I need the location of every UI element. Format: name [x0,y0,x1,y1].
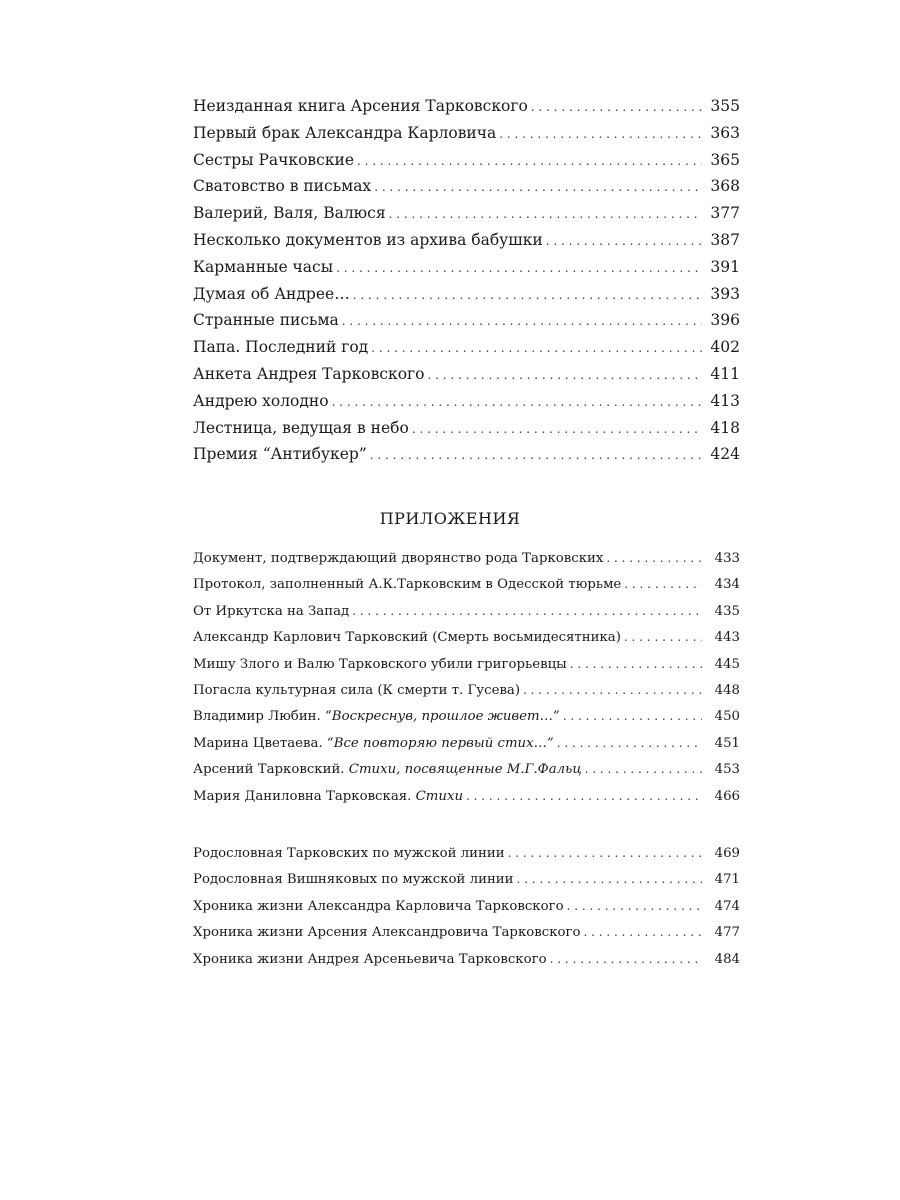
toc-entry-title-italic: Стихи, посвященные М.Г.Фальц [348,762,582,778]
toc-entry-title: Сестры Рачковские [193,150,355,169]
toc-entry-page: 396 [710,311,740,330]
toc-entry-title-italic: “Воскреснув, прошлое живет…” [325,709,560,725]
toc-entry[interactable] [193,204,740,231]
toc-entry-title: Сватовство в письмах [193,177,372,196]
toc-entry-title [193,577,621,592]
toc-entry-title [193,657,567,672]
toc-entry[interactable] [193,445,740,472]
dot-leader [412,419,702,437]
toc-entry-title-plain: Владимир Любин. [193,709,325,725]
toc-entry[interactable] [193,789,740,815]
table-of-contents-main [193,97,740,472]
dot-leader [550,952,702,967]
dot-leader [353,285,702,303]
toc-entry[interactable] [193,899,740,925]
toc-entry-page: 387 [710,230,740,249]
toc-entry-page: 368 [710,177,740,196]
toc-entry[interactable] [193,604,740,630]
toc-entry-title: Странные письма [193,311,339,330]
toc-entry-page: 453 [714,762,740,778]
toc-entry-title-plain: Мишу Злого и Валю Тарковского убили григорьевцы [193,656,567,672]
dot-leader [624,577,702,592]
toc-entry-page: 451 [714,735,740,751]
toc-entry-title: Несколько документов из архива бабушки [193,230,543,249]
toc-entry-page: 391 [710,257,740,276]
dot-leader [517,872,702,887]
toc-entry-title: Премия “Антибукер” [193,445,367,464]
toc-entry-page: 355 [710,97,740,115]
toc-entry-title-plain: Документ, подтверждающий дворянство рода Тарковских [193,551,604,566]
toc-entry[interactable] [193,630,740,656]
appendix-heading: ПРИЛОЖЕНИЯ [379,509,521,528]
toc-entry-title: Андрею холодно [193,391,329,410]
toc-entry-page: 377 [710,204,740,223]
toc-entry-title: Валерий, Валя, Валюся [193,204,386,223]
toc-entry-page: 466 [714,788,740,804]
dot-leader [357,151,702,169]
toc-entry[interactable] [193,736,740,762]
dot-leader [508,846,702,861]
toc-entry[interactable] [193,872,740,898]
dot-leader [531,97,702,115]
toc-entry-page: 450 [714,709,740,725]
toc-entry-page: 363 [710,123,740,142]
dot-leader [352,604,702,619]
toc-entry-title: Родословная Тарковских по мужской линии [193,846,505,861]
dot-leader [371,338,702,356]
toc-entry-title [193,630,621,645]
toc-entry-title: Родословная Вишняковых по мужской линии [193,872,514,888]
toc-entry-page: 484 [714,951,740,967]
toc-entry-title: Карманные часы [193,257,334,276]
toc-entry-title-plain: Погасла культурная сила (К смерти т. Гусева) [193,682,521,698]
dot-leader [563,709,702,724]
toc-entry[interactable] [193,683,740,709]
dot-leader [466,789,702,804]
toc-entry-title-plain: Александр Карлович Тарковский (Смерть восьмидесятника) [193,630,621,646]
toc-entry[interactable] [193,231,740,258]
toc-entry-page: 477 [714,925,740,941]
toc-entry-title: Лестница, ведущая в небо [193,418,409,437]
toc-entry-page: 418 [710,418,740,437]
toc-entry-title: Хроника жизни Арсения Александровича Тарковского [193,925,581,941]
toc-entry-title [193,736,554,751]
table-of-contents-appendix [193,551,740,815]
toc-entry-title-plain: Мария Даниловна Тарковская. [193,788,416,804]
toc-entry-page: 469 [714,846,740,861]
toc-entry-title [193,709,560,724]
toc-entry[interactable] [193,392,740,419]
toc-entry[interactable] [193,551,740,577]
toc-entry-page: 443 [714,630,740,646]
toc-entry-page: 448 [714,682,740,698]
toc-entry-title-plain: От Иркутска на Запад [193,603,350,619]
toc-entry-title: Хроника жизни Александра Карловича Тарковского [193,898,564,914]
dot-leader [570,657,702,672]
dot-leader [523,683,702,698]
toc-entry[interactable] [193,365,740,392]
dot-leader [584,925,703,940]
toc-entry-title [193,683,520,698]
toc-entry-title: Хроника жизни Андрея Арсеньевича Тарковского [193,951,547,967]
toc-entry[interactable] [193,657,740,683]
dot-leader [546,231,702,249]
toc-entry[interactable] [193,177,740,204]
table-of-contents-chronicles [193,846,740,978]
toc-entry-title: Неизданная книга Арсения Тарковского [193,97,528,115]
toc-entry-title [193,789,463,804]
dot-leader [428,365,703,383]
toc-entry-title: Папа. Последний год [193,338,369,357]
toc-entry[interactable] [193,925,740,951]
toc-entry[interactable] [193,709,740,735]
toc-entry[interactable] [193,577,740,603]
toc-entry-page: 474 [714,898,740,914]
toc-entry-page: 411 [710,364,740,383]
toc-entry[interactable] [193,952,740,978]
toc-entry[interactable] [193,846,740,872]
dot-leader [624,630,702,645]
toc-entry[interactable] [193,311,740,338]
dot-leader [389,204,702,222]
toc-entry-title-italic: “Все повторяю первый стих…” [326,735,554,751]
toc-entry-title-plain: Марина Цветаева. [193,735,327,751]
toc-entry-title: Думая об Андрее… [193,284,350,303]
toc-entry-title-plain: Протокол, заполненный А.К.Тарковским в Одесской тюрьме [193,577,622,593]
toc-entry-page: 365 [710,150,740,169]
dot-leader [499,124,702,142]
toc-entry-title [193,762,582,777]
toc-entry-title: Анкета Андрея Тарковского [193,364,425,383]
toc-entry[interactable] [193,762,740,788]
dot-leader [606,551,702,566]
dot-leader [585,762,702,777]
toc-entry[interactable] [193,285,740,312]
toc-entry-page: 435 [714,603,740,619]
toc-entry-page: 433 [714,551,740,566]
toc-entry-page: 413 [710,391,740,410]
toc-entry-title: Первый брак Александра Карловича [193,123,497,142]
toc-entry-page: 434 [714,577,740,593]
toc-entry-page: 424 [710,445,740,464]
toc-entry[interactable] [193,419,740,446]
dot-leader [332,392,702,410]
toc-entry-title [193,551,603,566]
toc-entry-title-italic: Стихи [415,788,464,804]
toc-entry[interactable] [193,124,740,151]
toc-entry-page: 471 [714,872,740,888]
toc-entry[interactable] [193,151,740,178]
dot-leader [370,445,702,463]
toc-entry-page: 393 [710,284,740,303]
dot-leader [567,899,702,914]
toc-entry[interactable] [193,338,740,365]
toc-entry-page: 445 [714,656,740,672]
dot-leader [557,736,702,751]
dot-leader [374,177,702,195]
toc-entry[interactable] [193,258,740,285]
toc-entry[interactable] [193,97,740,124]
dot-leader [342,311,702,329]
toc-entry-page: 402 [710,338,740,357]
toc-entry-title [193,604,349,619]
dot-leader [336,258,702,276]
toc-entry-title-plain: Арсений Тарковский. [193,762,349,778]
